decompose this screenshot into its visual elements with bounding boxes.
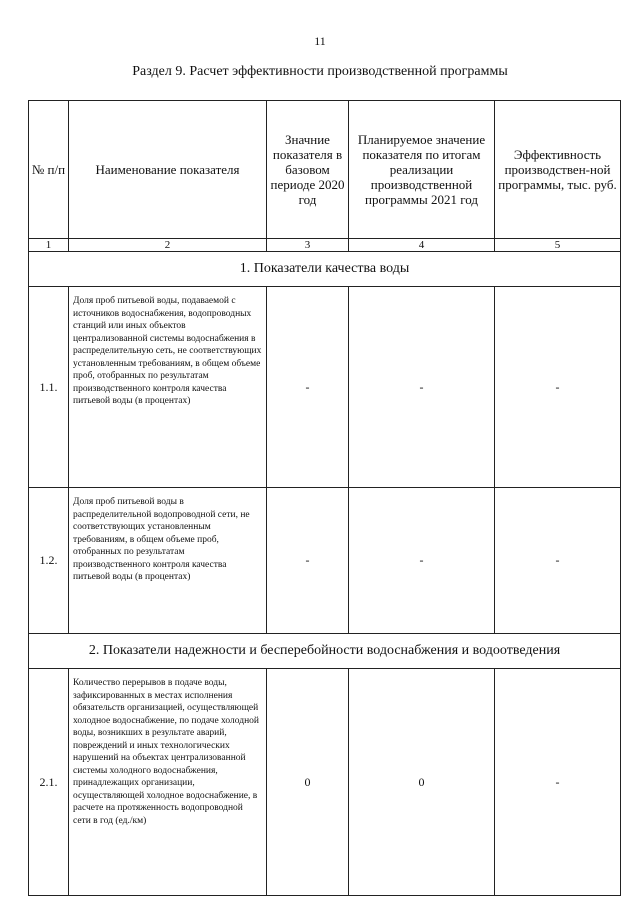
column-number: 3 (267, 239, 349, 252)
section-title: Раздел 9. Расчет эффективности производственной программы (132, 64, 508, 79)
column-number: 1 (29, 239, 69, 252)
header-base-value: Значние показателя в базовом периоде 2020 год (267, 101, 349, 239)
page-number: 11 (314, 34, 326, 48)
row-number: 1.1. (29, 287, 69, 488)
table-row (29, 287, 621, 488)
header-planned-value: Планируемое значение показателя по итогам реализации производственной программы 2021 год (349, 101, 495, 239)
efficiency-value: - (495, 488, 621, 634)
planned-value: - (349, 488, 495, 634)
column-number: 5 (495, 239, 621, 252)
section-row (29, 252, 621, 287)
table-row (29, 669, 621, 896)
planned-value: - (349, 287, 495, 488)
efficiency-table (28, 100, 621, 896)
section-heading: 2. Показатели надежности и бесперебойности водоснабжения и водоотведения (29, 634, 621, 669)
planned-value: 0 (349, 669, 495, 896)
header-efficiency: Эффективность производствен-ной программы, тыс. руб. (495, 101, 621, 239)
column-number-row (29, 239, 621, 252)
row-number: 2.1. (29, 669, 69, 896)
section-row (29, 634, 621, 669)
indicator-name: Доля проб питьевой воды, подаваемой с источников водоснабжения, водопроводных станций или иных объектов централизованной системы водоснабжения в распределительную сеть, не соответствующих установленным требованиям, в общем объеме проб, отобранных по результатам производственного контроля качества питьевой воды (в процентах) (69, 287, 267, 488)
column-number: 4 (349, 239, 495, 252)
base-value: - (267, 287, 349, 488)
column-number: 2 (69, 239, 267, 252)
efficiency-value: - (495, 669, 621, 896)
efficiency-value: - (495, 287, 621, 488)
row-number: 1.2. (29, 488, 69, 634)
base-value: - (267, 488, 349, 634)
section-heading: 1. Показатели качества воды (29, 252, 621, 287)
header-row (29, 101, 621, 239)
indicator-name: Доля проб питьевой воды в распределительной водопроводной сети, не соответствующих установленным требованиям, в общем объеме проб, отобранных по результатам производственного контроля качества питьевой воды (в процентах) (69, 488, 267, 634)
table-row (29, 488, 621, 634)
header-indicator-name: Наименование показателя (69, 101, 267, 239)
indicator-name: Количество перерывов в подаче воды, зафиксированных в местах исполнения обязательств организацией, осуществляющей холодное водоснабжение, по подаче холодной воды, возникших в результате аварий, повреждений и иных технологических нарушений на объектах централизованной системы холодного водоснабжения, принадлежащих организации, осуществляющей холодное водоснабжение, в расчете на протяженность водопроводной сети в год (ед./км) (69, 669, 267, 896)
base-value: 0 (267, 669, 349, 896)
header-number: № п/п (29, 101, 69, 239)
